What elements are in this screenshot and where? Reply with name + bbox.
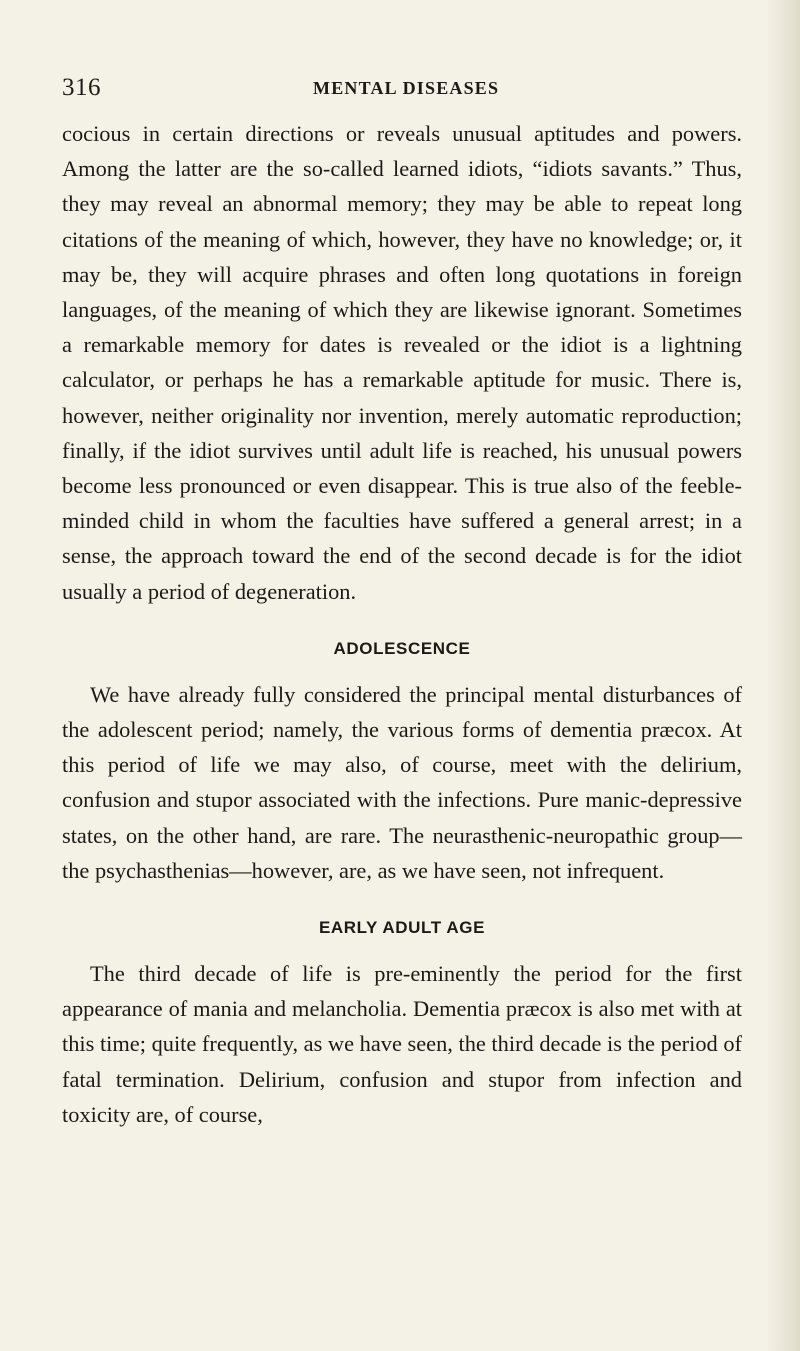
running-title: MENTAL DISEASES: [313, 78, 500, 98]
running-header: [62, 74, 742, 104]
section-heading-early-adult-age: EARLY ADULT AGE: [318, 918, 486, 938]
section-heading-adolescence: ADOLESCENCE: [333, 638, 471, 658]
page-body: [62, 116, 742, 1132]
page-number: 316: [62, 74, 101, 101]
body-paragraph-adolescence: We have already fully considered the principal mental disturbances of the adolescent period; namely, the various forms of dementia præcox. At this period of life we may also, of course, meet with the delirium, confusion and stupor associated with the infections. Pure manic-depressive states, on the other hand, are rare. The neurasthenic-neuropathic group—the psychasthenias—however, are, as we have seen, not infrequent.: [62, 681, 742, 883]
body-paragraph-early-adult-age: The third decade of life is pre-eminently the period for the first appearance of mania and melancholia. Dementia præcox is also met with at this time; quite frequently, as we have seen, the third decade is the period of fatal termination. Delirium, confusion and stupor from infection and toxicity are, of course,: [62, 961, 742, 1127]
body-paragraph-continued: cocious in certain directions or reveals unusual aptitudes and powers. Among the latter are the so-called learned idiots, “idiots savants.” Thus, they may reveal an abnormal memory; they may be able to repeat long citations of the meaning of which, however, they have no knowledge; or, it may be, they will acquire phrases and often long quotations in foreign languages, of the meaning of which they are likewise ignorant. Sometimes a remarkable memory for dates is revealed or the idiot is a lightning calculator, or perhaps he has a remarkable aptitude for music. There is, however, neither originality nor invention, merely automatic reproduction; finally, if the idiot survives until adult life is reached, his unusual powers become less pronounced or even disappear. This is true also of the feeble-minded child in whom the faculties have suffered a general arrest; in a sense, the approach toward the end of the second decade is for the idiot usually a period of degeneration.: [62, 121, 742, 604]
page-edge-shadow: [766, 0, 800, 1351]
